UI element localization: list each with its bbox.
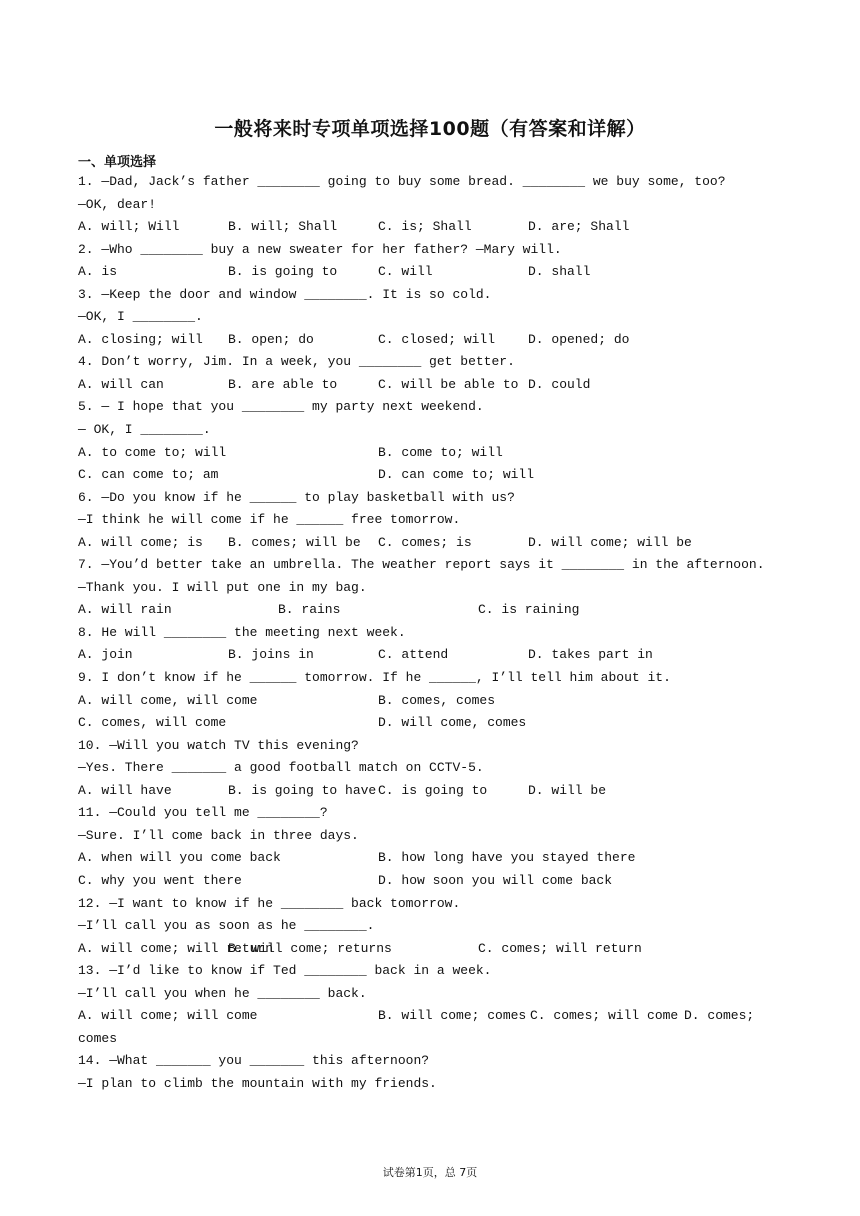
question-line: 13. —I’d like to know if Ted ________ back in a week.	[78, 963, 492, 979]
answer-option: B. joins in	[228, 647, 314, 663]
answer-option: C. comes; will come	[530, 1008, 679, 1024]
options-row	[78, 442, 778, 465]
answer-option: A. will come; is	[78, 534, 203, 550]
answer-option: B. rains	[278, 602, 341, 618]
question-line: 11. —Could you tell me ________?	[78, 805, 328, 821]
answer-option: A. will; Will	[78, 219, 180, 235]
answer-option: C. comes; is	[378, 534, 472, 550]
answer-option: B. comes, comes	[378, 692, 496, 708]
options-row	[78, 938, 778, 961]
options-row	[78, 532, 778, 555]
answer-option: C. is going to	[378, 782, 488, 798]
options-row	[78, 847, 778, 870]
answer-option: A. when will you come back	[78, 850, 281, 866]
answer-option: B. will come; comes	[378, 1008, 527, 1024]
page-title: 一般将来时专项单项选择100题（有答案和详解）	[214, 118, 646, 140]
question-line: 2. —Who ________ buy a new sweater for her father? —Mary will.	[78, 241, 562, 257]
question-line: —I’ll call you as soon as he ________.	[78, 918, 375, 934]
question-line: —OK, I ________.	[78, 309, 203, 325]
answer-option: D. shall	[528, 264, 591, 280]
answer-option: C. comes; will return	[478, 940, 642, 956]
answer-option: D. takes part in	[528, 647, 653, 663]
answer-option: C. comes, will come	[78, 715, 227, 731]
answer-option: D. how soon you will come back	[378, 872, 613, 888]
answer-option: C. attend	[378, 647, 449, 663]
options-row	[78, 599, 778, 622]
answer-option: D. will come, comes	[378, 715, 527, 731]
question-line: 1. —Dad, Jack’s father ________ going to buy some bread. ________ we buy some, too?	[78, 174, 726, 189]
answer-option: A. join	[78, 647, 133, 663]
question-line: 3. —Keep the door and window ________. It is so cold.	[78, 286, 492, 302]
options-row	[78, 1005, 778, 1028]
options-row	[78, 690, 778, 713]
answer-option: A. will have	[78, 782, 172, 798]
answer-option: D. will come; will be	[528, 534, 692, 550]
answer-option: D. comes;	[684, 1008, 755, 1024]
answer-option: A. will come; will come	[78, 1008, 258, 1024]
answer-option: A. will come, will come	[78, 692, 258, 708]
answer-option: D. are; Shall	[528, 219, 630, 235]
answer-option: A. is	[78, 264, 118, 280]
options-row	[78, 374, 778, 397]
section-heading: 一、单项选择	[78, 155, 157, 170]
question-line: —I’ll call you when he ________ back.	[78, 985, 367, 1001]
page-footer: 试卷第1页，总 7页	[382, 1166, 478, 1179]
question-list	[78, 171, 778, 1095]
question-line: 14. —What _______ you _______ this afternoon?	[78, 1053, 430, 1069]
question-line: 10. —Will you watch TV this evening?	[78, 737, 359, 753]
answer-option: C. closed; will	[378, 331, 496, 347]
question-line: —I plan to climb the mountain with my friends.	[78, 1075, 437, 1091]
answer-option: A. will come; will return	[78, 940, 274, 956]
answer-option: D. could	[528, 376, 591, 392]
question-line: —I think he will come if he ______ free tomorrow.	[78, 512, 461, 528]
options-row	[78, 329, 778, 352]
answer-option: C. is raining	[478, 602, 580, 618]
question-line: 9. I don’t know if he ______ tomorrow. If he ______, I’ll tell him about it.	[78, 670, 671, 686]
answer-option: D. can come to; will	[378, 467, 535, 483]
question-line: —Thank you. I will put one in my bag.	[78, 579, 367, 595]
answer-option: A. will rain	[78, 602, 172, 618]
answer-option: C. will be able to	[378, 376, 519, 392]
options-row	[78, 464, 778, 487]
options-row	[78, 644, 778, 667]
options-row	[78, 712, 778, 735]
answer-option: C. why you went there	[78, 872, 242, 888]
answer-option: B. will; Shall	[228, 219, 338, 235]
question-line: —Yes. There _______ a good football match on CCTV-5.	[78, 760, 484, 776]
answer-option: A. closing; will	[78, 331, 203, 347]
question-line: 4. Don’t worry, Jim. In a week, you ________ get better.	[78, 354, 515, 370]
options-row	[78, 780, 778, 803]
answer-option: B. are able to	[228, 376, 338, 392]
answer-option: A. will can	[78, 376, 164, 392]
answer-option: D. will be	[528, 782, 607, 798]
answer-option: C. will	[378, 264, 433, 280]
answer-option: C. is; Shall	[378, 219, 472, 235]
answer-option: A. to come to; will	[78, 444, 227, 460]
question-line: 7. —You’d better take an umbrella. The weather report says it ________ in the afternoon.	[78, 557, 765, 573]
question-line: —OK, dear!	[78, 196, 157, 212]
answer-option: B. open; do	[228, 331, 314, 347]
answer-option: B. comes; will be	[228, 534, 361, 550]
options-row	[78, 261, 778, 284]
answer-option: C. can come to; am	[78, 467, 219, 483]
answer-option: D. opened; do	[528, 331, 630, 347]
question-line: 5. — I hope that you ________ my party next weekend.	[78, 399, 484, 415]
question-line: 12. —I want to know if he ________ back tomorrow.	[78, 895, 461, 911]
question-line: —Sure. I’ll come back in three days.	[78, 827, 359, 843]
answer-option: B. is going to have	[228, 782, 377, 798]
answer-option: B. how long have you stayed there	[378, 850, 636, 866]
options-row	[78, 216, 778, 239]
question-line: — OK, I ________.	[78, 422, 211, 438]
options-row	[78, 870, 778, 893]
answer-option: B. come to; will	[378, 444, 503, 460]
question-line: 8. He will ________ the meeting next week.	[78, 624, 406, 640]
question-line: comes	[78, 1030, 118, 1046]
answer-option: B. will come; returns	[228, 940, 392, 956]
answer-option: B. is going to	[228, 264, 338, 280]
question-line: 6. —Do you know if he ______ to play basketball with us?	[78, 489, 515, 505]
